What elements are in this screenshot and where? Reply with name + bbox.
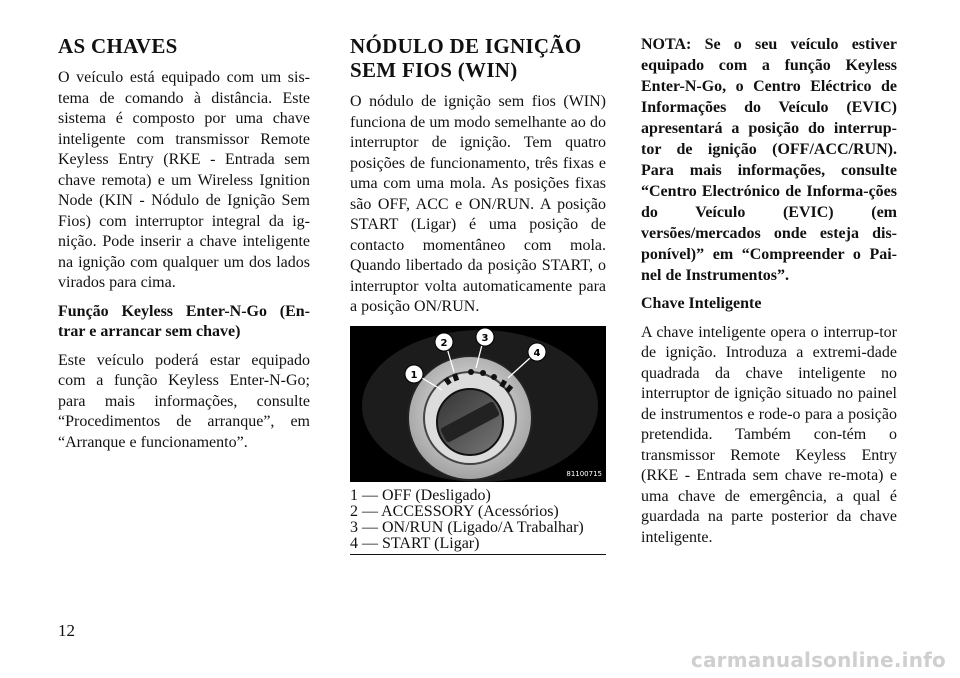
section-heading-keys: AS CHAVES [58, 34, 178, 58]
ignition-switch-illustration [350, 326, 606, 482]
callout-label-4: 4 [533, 347, 541, 359]
ignition-switch-drawing [350, 326, 606, 482]
keyless-subheading: Função Keyless Enter-N-Go (En-trar e arrancar sem chave) [58, 302, 310, 340]
callout-label-2: 2 [440, 337, 448, 349]
caption-item: 4 — START (Ligar) [350, 534, 480, 552]
watermark: carmanualsonline.info [690, 648, 946, 672]
callout-label-1: 1 [410, 369, 418, 381]
caption-item: 2 — ACCESSORY (Acessórios) [350, 502, 559, 520]
column-1 [58, 34, 310, 461]
section-heading-win: NÓDULO DE IGNIÇÃO SEM FIOS (WIN) [350, 34, 582, 82]
column-2 [350, 34, 606, 555]
caption-item: 3 — ON/RUN (Ligado/A Trabalhar) [350, 518, 584, 536]
figure-part-number: 81100715 [566, 469, 602, 478]
win-paragraph: O nódulo de ignição sem fios (WIN) funciona de um modo semelhante ao do interruptor de ignição. Tem quatro posições de funcionamento, três fixas e uma com uma mola. As posições fixas são OFF, ACC e ON/RUN. A posição START (Ligar) é uma posição de contacto momentâneo com mola. Quando libertado da posição START, o interruptor volta automaticamente para a posição ON/RUN. [350, 93, 606, 315]
column-3 [641, 34, 897, 556]
smart-key-paragraph: A chave inteligente opera o interrup-tor de ignição. Introduza a extremi-dade quadrada da chave inteligente no interruptor de ignição situado no painel de instrumentos e rode-o para a posição pretendida. Também con-tém o transmissor Remote Keyless Entry (RKE - Entrada sem chave re-mota) e uma chave de emergência, a qual é guardada na parte posterior da chave inteligente. [641, 323, 897, 546]
caption-item: 1 — OFF (Desligado) [350, 486, 491, 504]
keys-intro-paragraph: O veículo está equipado com um sis-tema de comando à distância. Este sistema é composto por uma chave inteligente com transmissor Remote Keyless Entry (RKE - Entrada sem chave remota) e um Wireless Ignition Node (KIN - Nódulo de Ignição Sem Fios) com interruptor integral da ig-nição. Pode inserir a chave inteligente na ignição com qualquer um dos lados virados para cima. [58, 69, 310, 291]
page-number: 12 [58, 621, 75, 640]
note-block: NOTA: Se o seu veículo estiver equipado com a função Keyless Enter-N-Go, o Centro Eléctrico de Informações do Veículo (EVIC) apresentará a posição do interrup-tor de ignição (OFF/ACC/RUN). Para mais informações, consulte “Centro Electrónico de Informa-ções do Veículo (EVIC) (em versões/mercados onde esteja dis-ponível)” em “Compreender o Pai-nel de Instrumentos”. [641, 36, 897, 284]
callout-label-3: 3 [481, 332, 489, 344]
keyless-paragraph: Este veículo poderá estar equipado com a função Keyless Enter-N-Go; para mais informações, consulte “Procedimentos de arranque”, em “Arranque e funcionamento”. [58, 351, 310, 451]
figure-caption [350, 488, 606, 555]
smart-key-subheading: Chave Inteligente [641, 295, 762, 312]
